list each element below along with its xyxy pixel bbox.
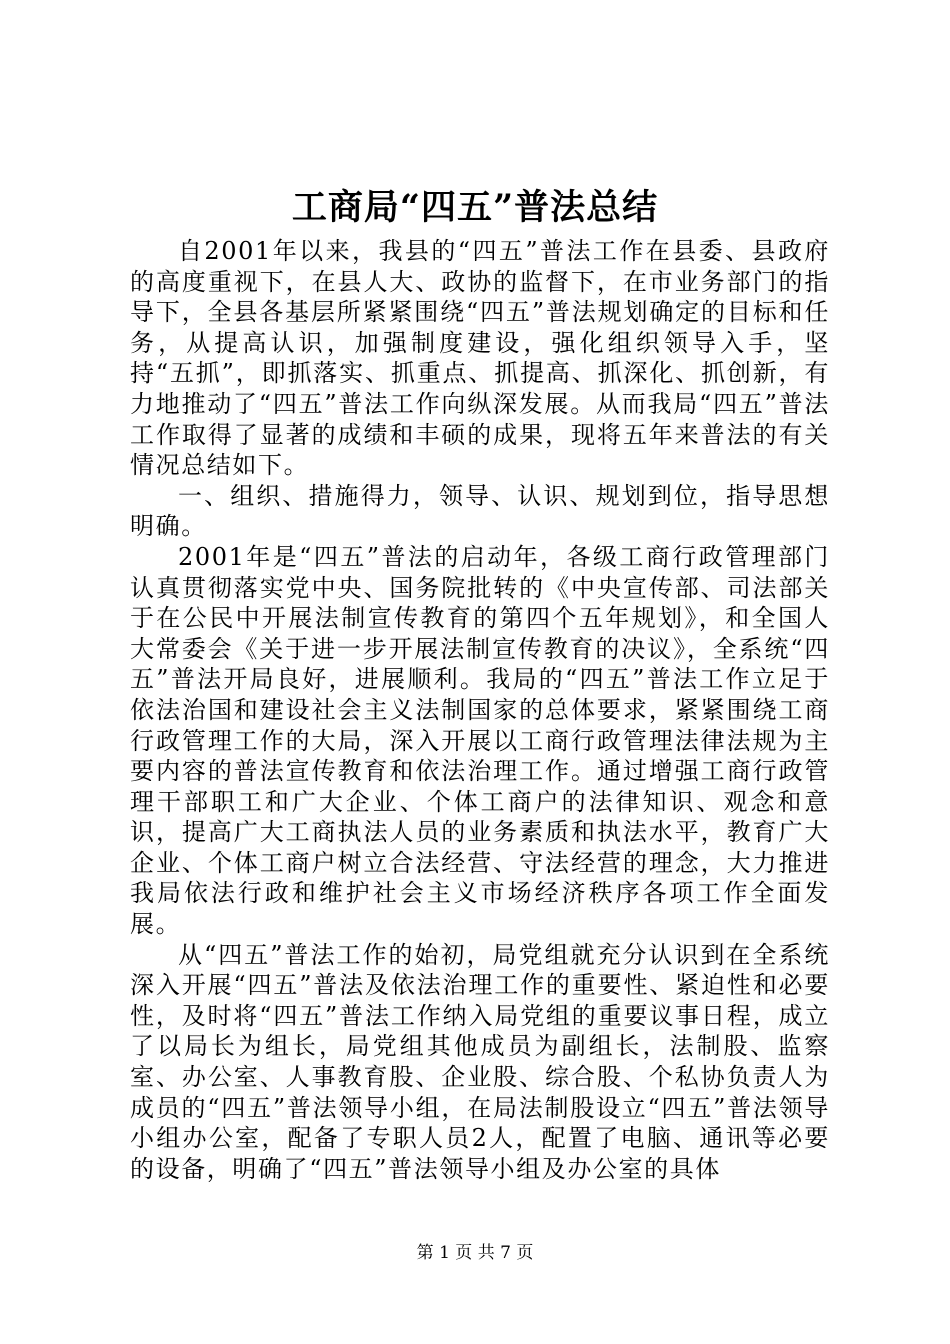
paragraph-section-heading: 一、组织、措施得力，领导、认识、规划到位，指导思想明确。 [130, 481, 830, 541]
paragraph: 2001年是“四五”普法的启动年，各级工商行政管理部门认真贯彻落实党中央、国务院批转的《中央宣传部、司法部关于在公民中开展法制宣传教育的第四个五年规划》，和全国人大常委会《关于进一步开展法制宣传教育的决议》，全系统“四五”普法开局良好，进展顺利。我局的“四五”普法工作立足于依法治国和建设社会主义法制国家的总体要求，紧紧围绕工商行政管理工作的大局，深入开展以工商行政管理法律法规为主要内容的普法宣传教育和依法治理工作。通过增强工商行政管理干部职工和广大企业、个体工商户的法律知识、观念和意识，提高广大工商执法人员的业务素质和执法水平，教育广大企业、个体工商户树立合法经营、守法经营的理念，大力推进我局依法行政和维护社会主义市场经济秩序各项工作全面发展。 [130, 542, 830, 939]
paragraph: 自2001年以来，我县的“四五”普法工作在县委、县政府的高度重视下，在县人大、政协的监督下，在市业务部门的指导下，全县各基层所紧紧围绕“四五”普法规划确定的目标和任务，从提高认识，加强制度建设，强化组织领导入手，坚持“五抓”，即抓落实、抓重点、抓提高、抓深化、抓创新，有力地推动了“四五”普法工作向纵深发展。从而我局“四五”普法工作取得了显著的成绩和丰硕的成果，现将五年来普法的有关情况总结如下。 [130, 237, 830, 480]
document-body [130, 236, 830, 1184]
paragraph: 从“四五”普法工作的始初，局党组就充分认识到在全系统深入开展“四五”普法及依法治理工作的重要性、紧迫性和必要性，及时将“四五”普法工作纳入局党组的重要议事日程，成立了以局长为组长，局党组其他成员为副组长，法制股、监察室、办公室、人事教育股、企业股、综合股、个私协负责人为成员的“四五”普法领导小组，在局法制股设立“四五”普法领导小组办公室，配备了专职人员2人，配置了电脑、通讯等必要的设备，明确了“四五”普法领导小组及办公室的具体 [130, 940, 830, 1183]
document-title: 工商局“四五”普法总结 [291, 187, 659, 228]
page-number-footer: 第 1 页 共 7 页 [416, 1243, 534, 1263]
